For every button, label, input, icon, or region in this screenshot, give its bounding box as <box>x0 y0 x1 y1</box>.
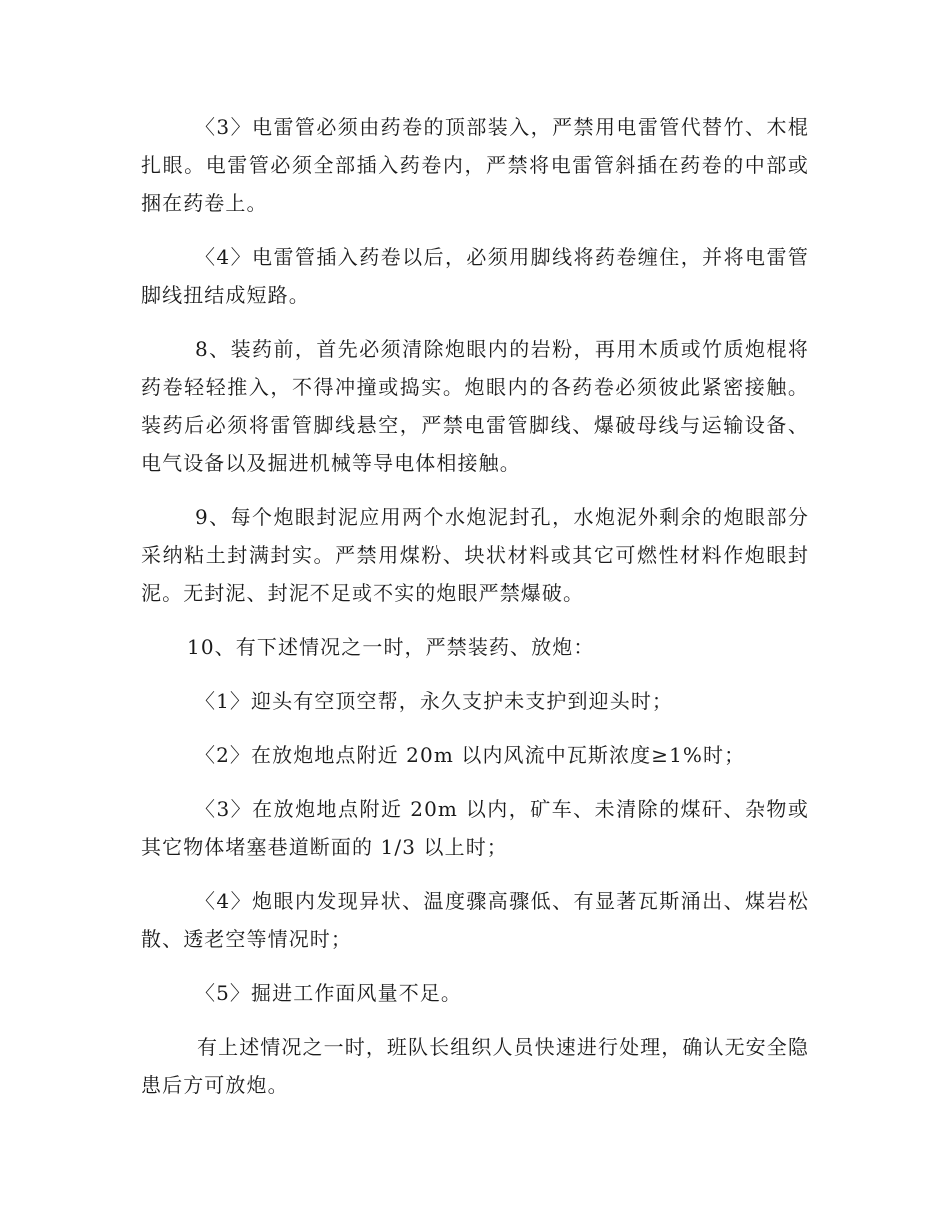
paragraph-leg-wire-short: 〈4〉电雷管插入药卷以后，必须用脚线将药卷缠住，并将电雷管脚线扭结成短路。 <box>141 245 809 307</box>
paragraph-item-9-stemming: 9、每个炮眼封泥应用两个水炮泥封孔，水炮泥外剩余的炮眼部分采纳粘土封满封实。严禁用煤粉、块状材料或其它可燃性材料作炮眼封泥。无封泥、封泥不足或不实的炮眼严禁爆破。 <box>141 505 809 605</box>
paragraph-item-10-prohibitions: 10、有下述情况之一时，严禁装药、放炮： <box>187 635 595 659</box>
paragraph-condition-2: 〈2〉在放炮地点附近 20m 以内风流中瓦斯浓度≥1%时； <box>195 743 746 767</box>
paragraph-condition-4: 〈4〉炮眼内发现异状、温度骤高骤低、有显著瓦斯涌出、煤岩松散、透老空等情况时； <box>141 889 809 951</box>
paragraph-item-8-charging: 8、装药前，首先必须清除炮眼内的岩粉，再用木质或竹质炮棍将药卷轻轻推入，不得冲撞或捣实。炮眼内的各药卷必须彼此紧密接触。装药后必须将雷管脚线悬空，严禁电雷管脚线、爆破母线与运输设备、电气设备以及掘进机械等导电体相接触。 <box>141 337 809 475</box>
document-body <box>141 108 809 1120</box>
paragraph-condition-1: 〈1〉迎头有空顶空帮，永久支护未支护到迎头时； <box>195 689 674 713</box>
paragraph-condition-5: 〈5〉掘进工作面风量不足。 <box>195 981 463 1005</box>
paragraph-detonator-insertion: 〈3〉电雷管必须由药卷的顶部装入，严禁用电雷管代替竹、木棍扎眼。电雷管必须全部插入药卷内，严禁将电雷管斜插在药卷的中部或捆在药卷上。 <box>141 115 809 215</box>
paragraph-handling-conclusion: 有上述情况之一时，班队长组织人员快速进行处理，确认无安全隐患后方可放炮。 <box>141 1035 809 1097</box>
paragraph-condition-3: 〈3〉在放炮地点附近 20m 以内，矿车、未清除的煤矸、杂物或其它物体堵塞巷道断面的 1/3 以上时； <box>141 797 809 859</box>
